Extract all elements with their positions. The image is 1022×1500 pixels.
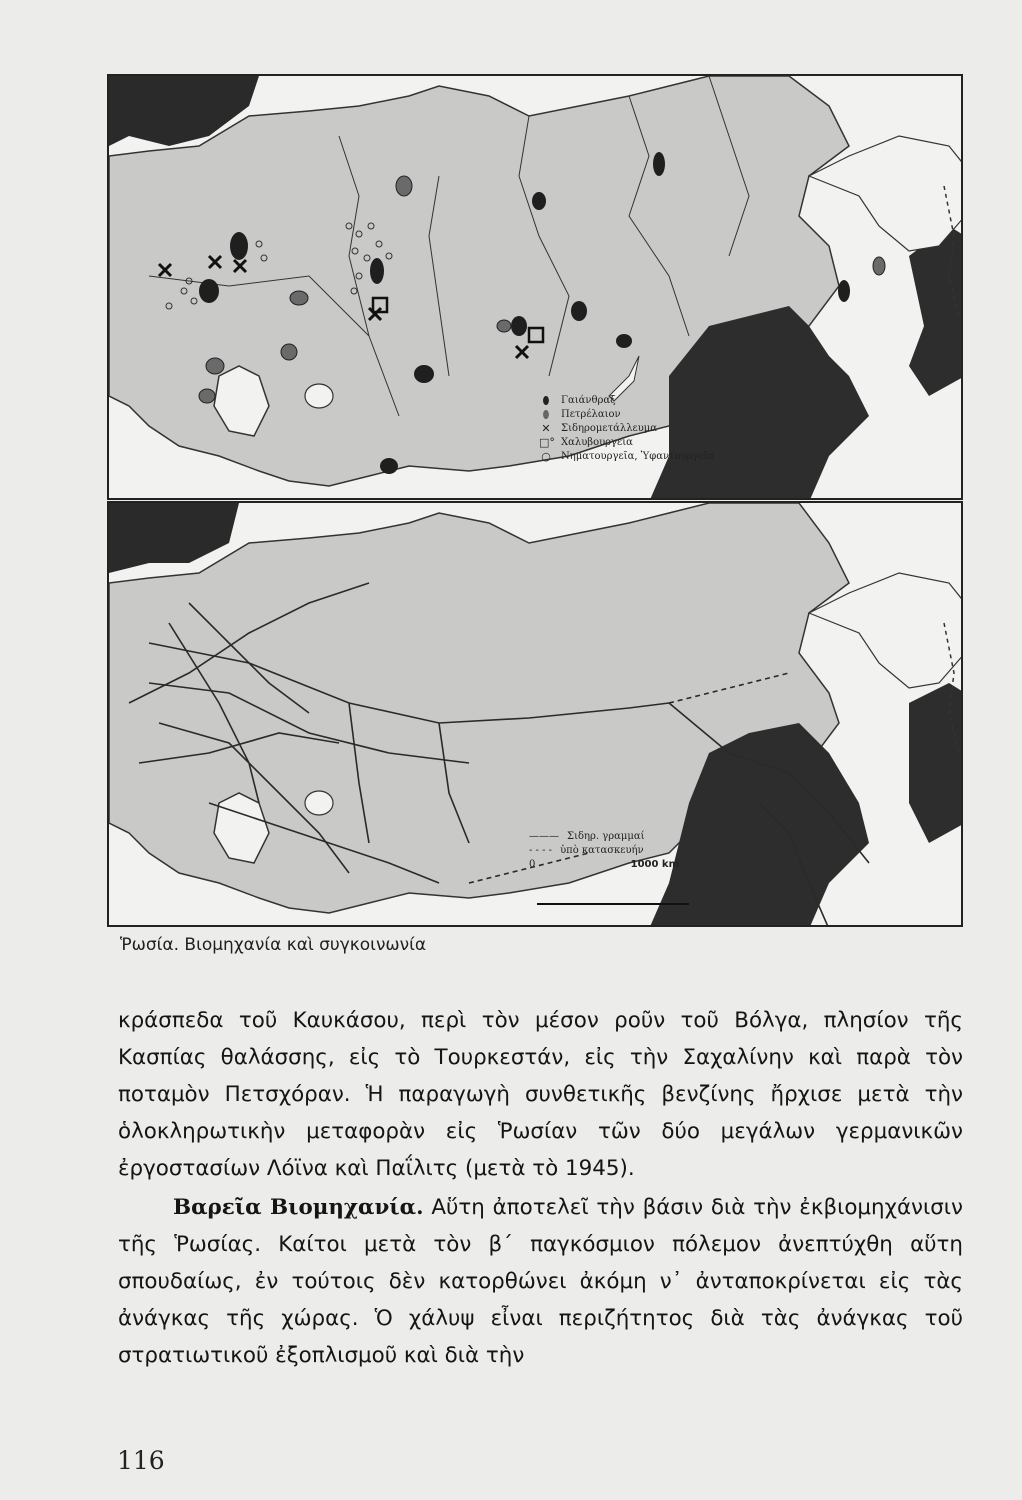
legend-row (539, 422, 799, 436)
legend-label: Γαιάνθραξ (561, 395, 616, 406)
paragraph: κράσπεδα τοῦ Καυκάσου, περὶ τὸν μέσον ροῦν τοῦ Βόλγα, πλησίον τῆς Κασπίας θαλάσσης, εἰς τὸ Τουρκεστάν, εἰς τὴν Σαχαλίνην καὶ παρὰ τὸν ποταμὸν Πετσχόραν. Ἡ παραγωγὴ συνθετικῆς βενζίνης ἤρχισε μετὰ τὴν ὁλοκληρωτικὴν μεταφορὰν εἰς Ῥωσίαν τῶν δύο μεγάλων γερμανικῶν ἐργοστασίων Λόϊνα καὶ Παΐλιτς (μετὰ τὸ 1945). (118, 1008, 963, 1181)
figure-caption: Ῥωσία. Βιομηχανία καὶ συγκοινωνία (120, 935, 427, 955)
body-text (118, 1002, 963, 1374)
iron-ore-icon: ✕ (541, 422, 551, 435)
legend-row (539, 436, 799, 450)
legend-label: Νηματουργεῖα, Ὑφαντουργεῖα (561, 451, 715, 462)
coal-icon: ⬮ (542, 394, 550, 407)
industry-map-drawing (109, 76, 963, 500)
industry-map (107, 74, 963, 500)
page-number: 116 (117, 1446, 165, 1475)
paragraph-text: Αὕτη ἀποτελεῖ τὴν βάσιν διὰ τὴν ἐκβιομηχάνισιν τῆς Ῥωσίας. Καίτοι μετὰ τὸν β΄ παγκόσμιον πόλεμον ἀνεπτύχθη αὕτη σπουδαίως, ἐν τούτοις δὲν κατορθώνει ἀκόμη ν᾽ ἀνταποκρίνεται εἰς τὰς ἀνάγκας τῆς χώρας. Ὁ χάλυψ εἶναι περιζήτητος διὰ τὰς ἀνάγκας τοῦ στρατιωτικοῦ ἐξοπλισμοῦ καὶ διὰ τὴν (118, 1195, 963, 1368)
railway-under-construction-icon: - - - - (529, 845, 553, 856)
section-heading: Βαρεῖα Βιομηχανία. (173, 1195, 424, 1220)
legend-label: Σιδηρομετάλλευμα (561, 423, 658, 434)
railway-map (107, 501, 963, 927)
oil-icon: ⬮ (542, 408, 550, 421)
legend-label: ὑπὸ κατασκευήν (560, 845, 644, 856)
legend-row (539, 450, 799, 464)
industry-map-legend (539, 394, 799, 464)
legend-row (529, 844, 679, 858)
scale-bar (529, 858, 679, 872)
railway-map-legend (529, 830, 679, 872)
steelworks-icon: □° (539, 436, 555, 449)
railway-line-icon: ——— (529, 831, 559, 842)
legend-row (529, 830, 679, 844)
legend-row (539, 394, 799, 408)
legend-label: Χαλυβουργεῖα (561, 437, 633, 448)
legend-label: Σιδηρ. γραμμαί (567, 831, 645, 842)
textile-icon: ○ (541, 450, 551, 463)
scale-end-label: 1000 km (630, 859, 679, 870)
legend-row (539, 408, 799, 422)
scale-start-label: 0 (529, 859, 536, 870)
legend-label: Πετρέλαιον (561, 409, 621, 420)
paragraph (118, 1189, 963, 1374)
figure-maps (107, 74, 963, 927)
